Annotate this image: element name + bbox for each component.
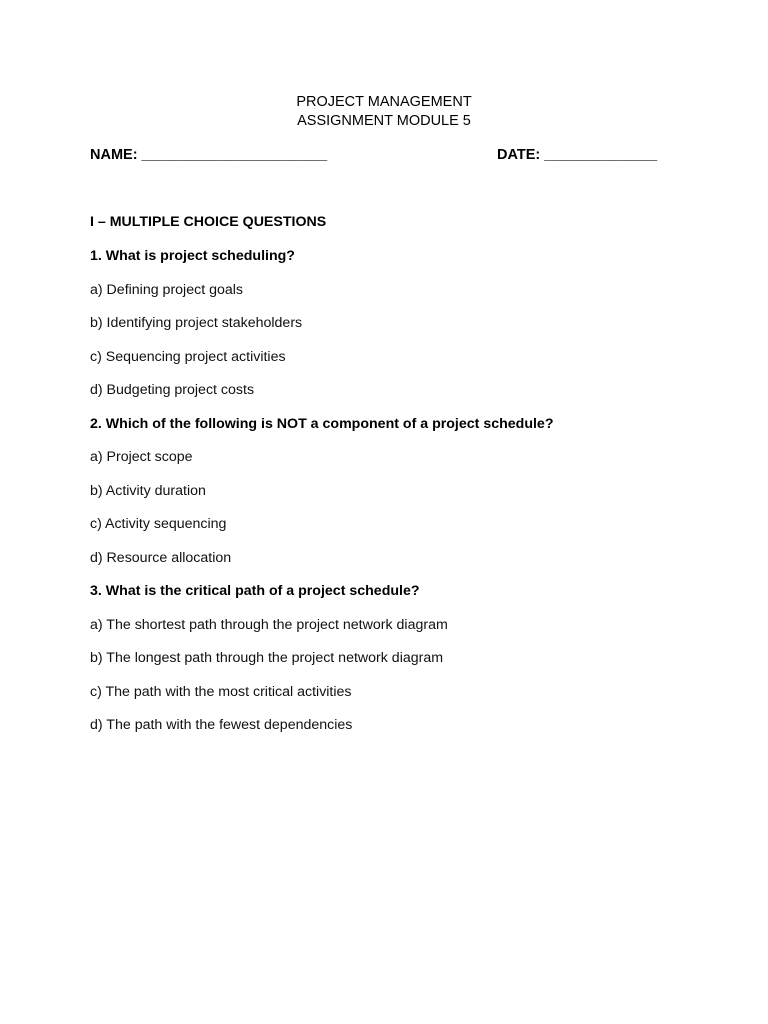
answer-option: c) Sequencing project activities: [90, 348, 286, 365]
answer-option: d) The path with the fewest dependencies: [90, 717, 353, 733]
section-heading: I – MULTIPLE CHOICE QUESTIONS: [90, 214, 327, 230]
answer-option: a) The shortest path through the project network diagram: [90, 616, 448, 633]
date-field-label: DATE: ______________: [497, 147, 658, 163]
answer-option: c) Activity sequencing: [90, 516, 227, 532]
question-block-1: [90, 246, 710, 414]
question-text: 3. What is the critical path of a project schedule?: [90, 583, 420, 599]
title-line-course: PROJECT MANAGEMENT: [296, 94, 472, 110]
answer-option: b) Identifying project stakeholders: [90, 315, 303, 331]
document-title: [0, 93, 768, 131]
question-text: 1. What is project scheduling?: [90, 248, 295, 264]
answer-option: b) Activity duration: [90, 482, 206, 499]
answer-option: d) Resource allocation: [90, 549, 232, 566]
answer-option: b) The longest path through the project network diagram: [90, 650, 444, 666]
answer-option: a) Defining project goals: [90, 281, 243, 298]
answer-option: c) The path with the most critical activities: [90, 683, 352, 700]
question-block-3: [90, 581, 710, 749]
name-field-label: NAME: _______________________: [90, 147, 328, 163]
answer-option: d) Budgeting project costs: [90, 382, 255, 398]
questions-section: [90, 212, 710, 749]
title-line-assignment: ASSIGNMENT MODULE 5: [297, 113, 471, 129]
answer-option: a) Project scope: [90, 449, 193, 465]
question-block-2: [90, 414, 710, 582]
question-text: 2. Which of the following is NOT a component of a project schedule?: [90, 415, 554, 432]
